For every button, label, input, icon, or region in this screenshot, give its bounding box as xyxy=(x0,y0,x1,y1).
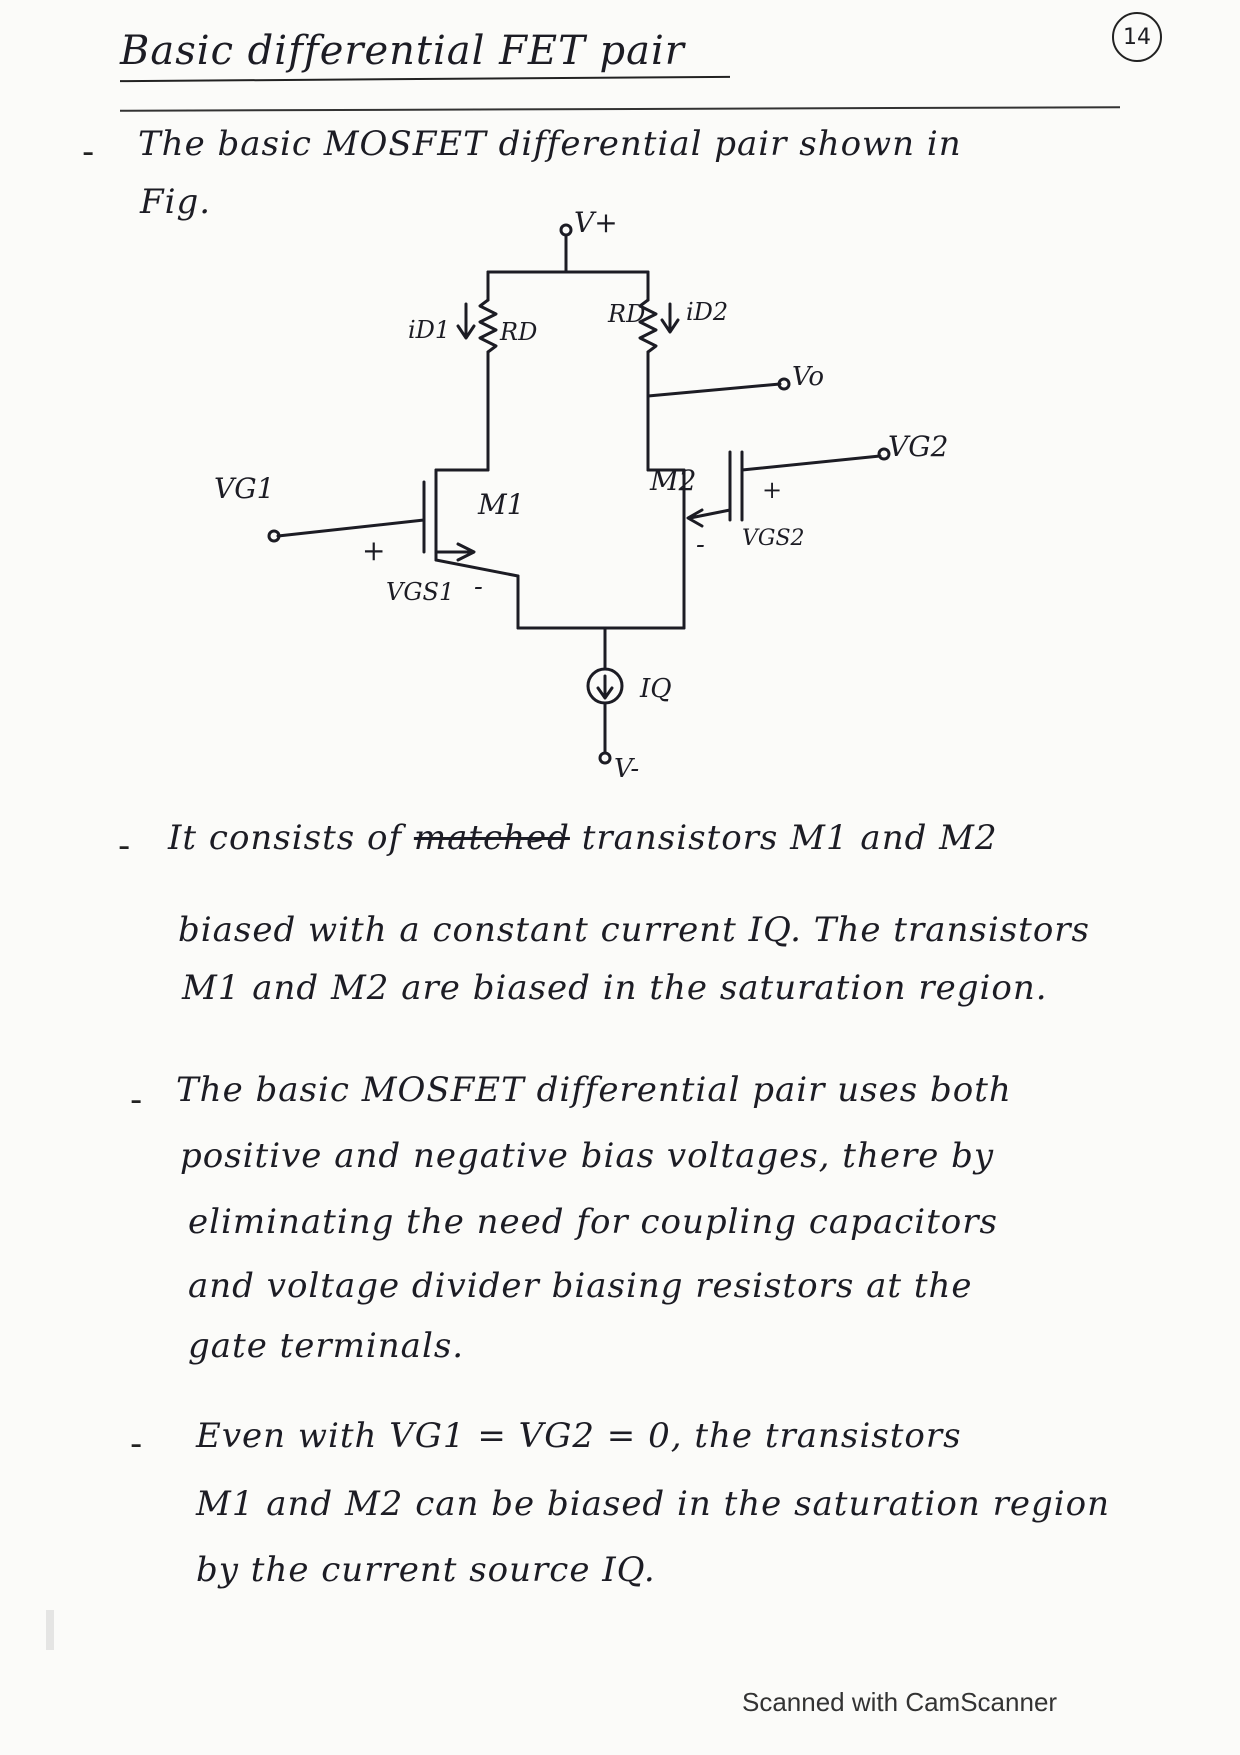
label-iq: IQ xyxy=(640,674,672,704)
label-vgs2: VGS2 xyxy=(742,526,805,551)
label-plus-2: + xyxy=(762,476,783,504)
para1-line-2: biased with a constant current IQ. The transistors xyxy=(178,910,1090,950)
bullet-dash: - xyxy=(130,1080,143,1120)
label-m2: M2 xyxy=(650,464,697,497)
para1-line1-pre: It consists of xyxy=(168,818,403,858)
m1-source-arrow xyxy=(436,544,474,560)
label-rd1: RD xyxy=(500,318,538,346)
label-id1: iD1 xyxy=(408,316,451,344)
vo-wire xyxy=(648,384,780,396)
para3-line-1: Even with VG1 = VG2 = 0, the transistors xyxy=(196,1416,962,1456)
scan-smudge xyxy=(46,1610,54,1650)
para3-line-2: M1 and M2 can be biased in the saturation region xyxy=(196,1484,1110,1524)
para1-line-3: M1 and M2 are biased in the saturation region. xyxy=(182,968,1048,1008)
bullet-dash: - xyxy=(82,132,95,172)
para1-line1-post: transistors M1 and M2 xyxy=(581,818,998,858)
v-minus-terminal xyxy=(600,753,610,763)
label-id2: iD2 xyxy=(686,298,729,326)
intro-line-1: The basic MOSFET differential pair shown in xyxy=(138,124,962,164)
para2-line-1: The basic MOSFET differential pair uses both xyxy=(176,1070,1012,1110)
para2-line-4: and voltage divider biasing resistors at the xyxy=(188,1266,973,1306)
bullet-dash: - xyxy=(118,826,131,866)
vg1-wire xyxy=(278,520,424,536)
intro-line-2: Fig. xyxy=(140,182,212,222)
para2-line-3: eliminating the need for coupling capacitors xyxy=(188,1202,998,1242)
label-vg1: VG1 xyxy=(214,472,275,505)
vg1-terminal xyxy=(269,531,279,541)
page-title: Basic differential FET pair xyxy=(120,28,685,74)
para2-line-5: gate terminals. xyxy=(188,1326,465,1366)
id2-arrow xyxy=(662,304,678,332)
vg2-wire xyxy=(742,456,880,470)
para1-line1-strike: matched xyxy=(413,818,570,858)
para3-line-3: by the current source IQ. xyxy=(196,1550,656,1590)
page-number-text: 14 xyxy=(1123,24,1151,50)
label-minus-1: - xyxy=(474,572,483,602)
label-v-minus: V- xyxy=(614,754,640,784)
m2-source-arrow xyxy=(688,510,730,526)
label-rd2: RD xyxy=(608,300,646,328)
label-minus-2: - xyxy=(696,530,705,560)
bullet-dash: - xyxy=(130,1424,143,1464)
scanner-watermark: Scanned with CamScanner xyxy=(742,1687,1058,1717)
label-vo: Vo xyxy=(792,362,825,392)
id1-arrow xyxy=(458,304,474,338)
para1-line-1 xyxy=(168,818,998,858)
label-v-plus: V+ xyxy=(574,206,618,239)
label-plus-1: + xyxy=(362,534,386,567)
para2-line-2: positive and negative bias voltages, there by xyxy=(180,1136,995,1176)
vo-terminal xyxy=(779,379,789,389)
mosfet-differential-pair-diagram xyxy=(0,0,1240,800)
rd1-resistor-symbol xyxy=(480,300,496,352)
label-vgs1: VGS1 xyxy=(386,578,455,606)
label-vg2: VG2 xyxy=(888,430,949,463)
label-m1: M1 xyxy=(478,488,525,521)
